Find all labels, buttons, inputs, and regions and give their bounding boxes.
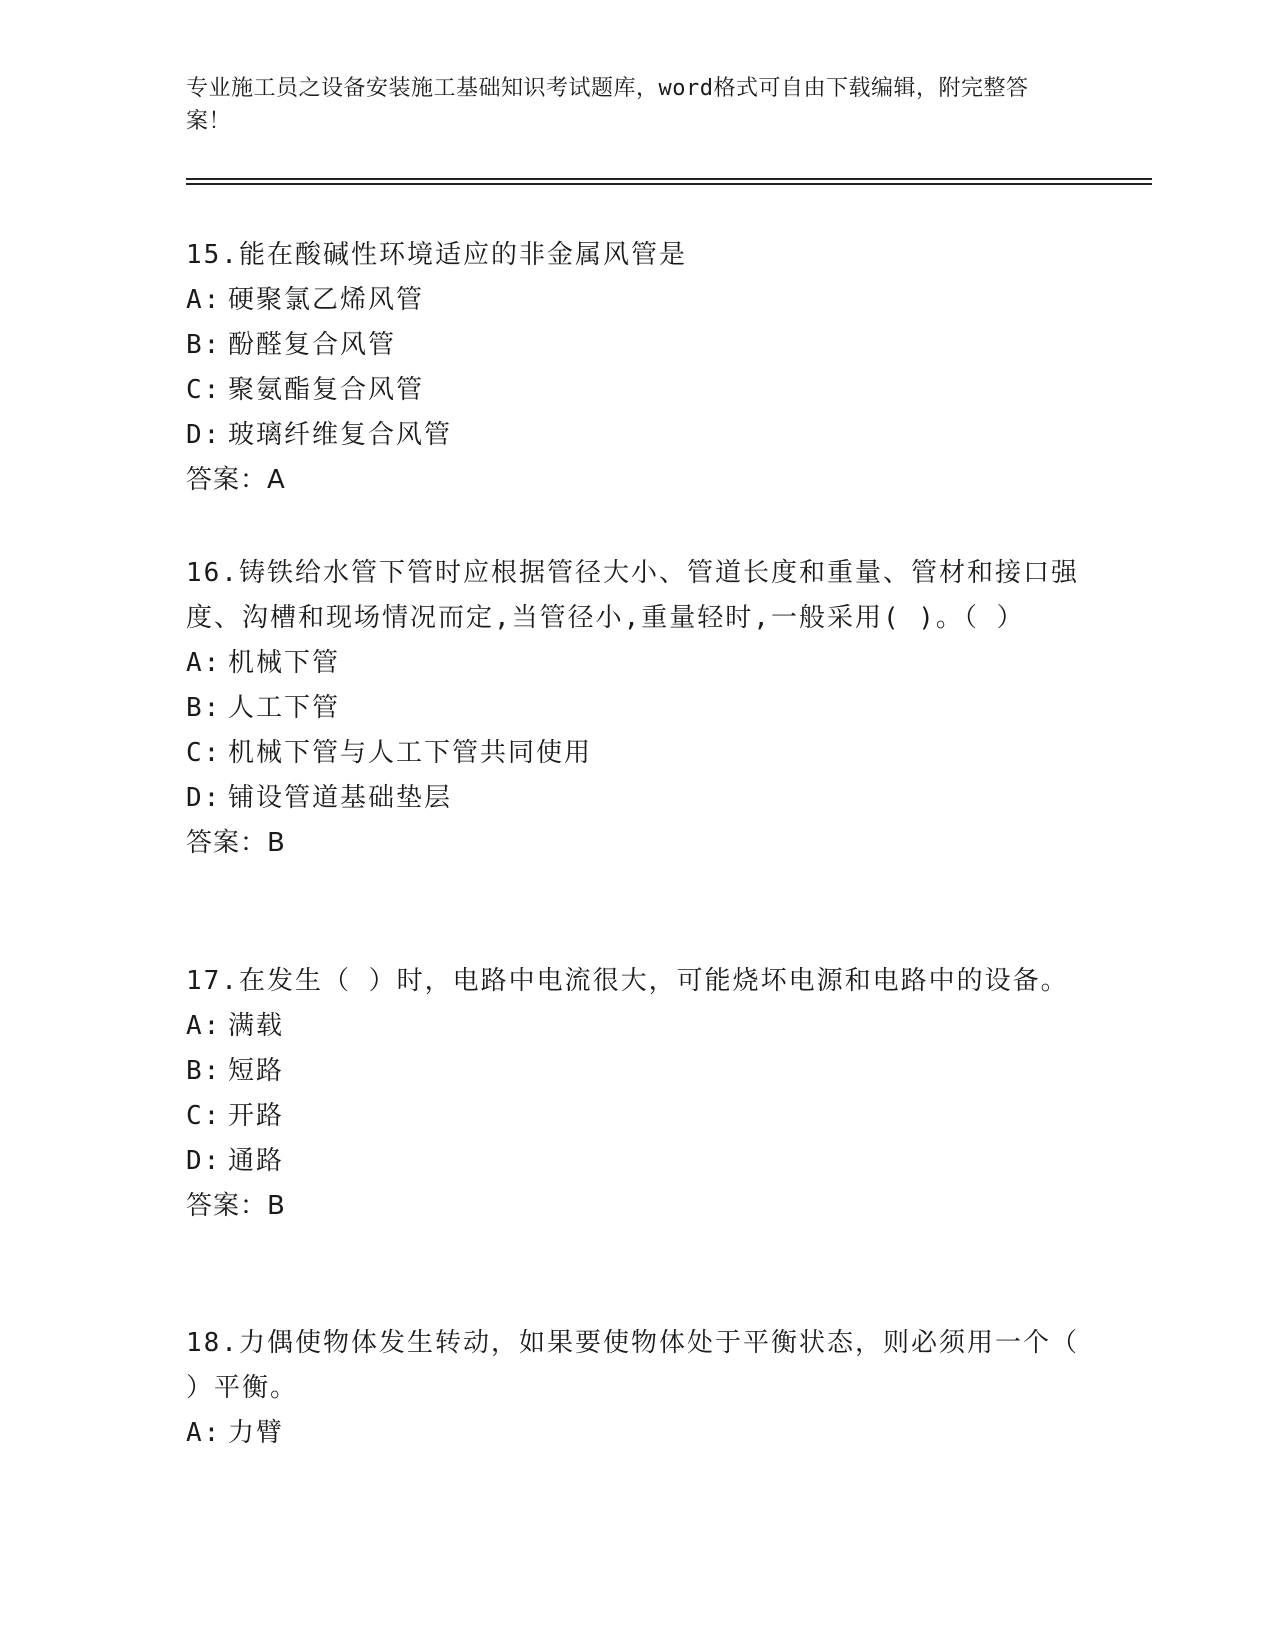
option-c [186, 731, 1086, 776]
question-stem: 15.能在酸碱性环境适应的非金属风管是 [186, 240, 687, 270]
option-letter: A: [186, 285, 222, 315]
header-divider [186, 183, 1152, 185]
option-letter: D: [186, 420, 222, 450]
option-text: 短路 [228, 1056, 285, 1086]
question-stem: 17.在发生（ ）时，电路中电流很大，可能烧坏电源和电路中的设备。 [186, 966, 1069, 996]
option-d [186, 413, 1086, 458]
option-letter: A: [186, 1011, 222, 1041]
option-text: 聚氨酯复合风管 [228, 375, 425, 405]
option-letter: C: [186, 738, 222, 768]
question-17 [186, 959, 1086, 1229]
option-a [186, 1004, 1086, 1049]
question-15 [186, 233, 1086, 503]
option-b [186, 323, 1086, 368]
option-text: 开路 [228, 1101, 285, 1131]
option-text: 铺设管道基础垫层 [228, 783, 453, 813]
option-d [186, 776, 1086, 821]
option-letter: B: [186, 1056, 222, 1086]
option-letter: A: [186, 1418, 222, 1448]
header-divider [186, 178, 1152, 180]
option-letter: D: [186, 783, 222, 813]
option-text: 力臂 [228, 1418, 285, 1448]
option-text: 硬聚氯乙烯风管 [228, 285, 425, 315]
option-letter: A: [186, 648, 222, 678]
option-text: 酚醛复合风管 [228, 330, 397, 360]
question-18 [186, 1321, 1086, 1456]
option-letter: B: [186, 693, 222, 723]
option-b [186, 1049, 1086, 1094]
option-a [186, 278, 1086, 323]
question-stem: 16.铸铁给水管下管时应根据管径大小、管道长度和重量、管材和接口强度、沟槽和现场情况而定,当管径小,重量轻时,一般采用( )。（ ） [186, 558, 1079, 633]
header-text: 专业施工员之设备安装施工基础知识考试题库，word格式可自由下载编辑，附完整答案！ [186, 76, 1029, 134]
option-letter: D: [186, 1146, 222, 1176]
option-letter: C: [186, 375, 222, 405]
option-text: 通路 [228, 1146, 285, 1176]
option-a [186, 1411, 1086, 1456]
option-text: 人工下管 [228, 693, 341, 723]
question-stem: 18.力偶使物体发生转动，如果要使物体处于平衡状态，则必须用一个（ ）平衡。 [186, 1328, 1079, 1403]
document-header [186, 72, 1066, 138]
option-text: 满载 [228, 1011, 285, 1041]
question-16 [186, 551, 1086, 866]
option-b [186, 686, 1086, 731]
option-d [186, 1139, 1086, 1184]
option-c [186, 368, 1086, 413]
option-letter: B: [186, 330, 222, 360]
option-a [186, 641, 1086, 686]
option-letter: C: [186, 1101, 222, 1131]
answer: 答案：B [186, 1191, 286, 1221]
option-text: 机械下管 [228, 648, 341, 678]
answer: 答案：A [186, 465, 286, 495]
option-text: 玻璃纤维复合风管 [228, 420, 453, 450]
answer: 答案：B [186, 828, 286, 858]
option-c [186, 1094, 1086, 1139]
option-text: 机械下管与人工下管共同使用 [228, 738, 593, 768]
